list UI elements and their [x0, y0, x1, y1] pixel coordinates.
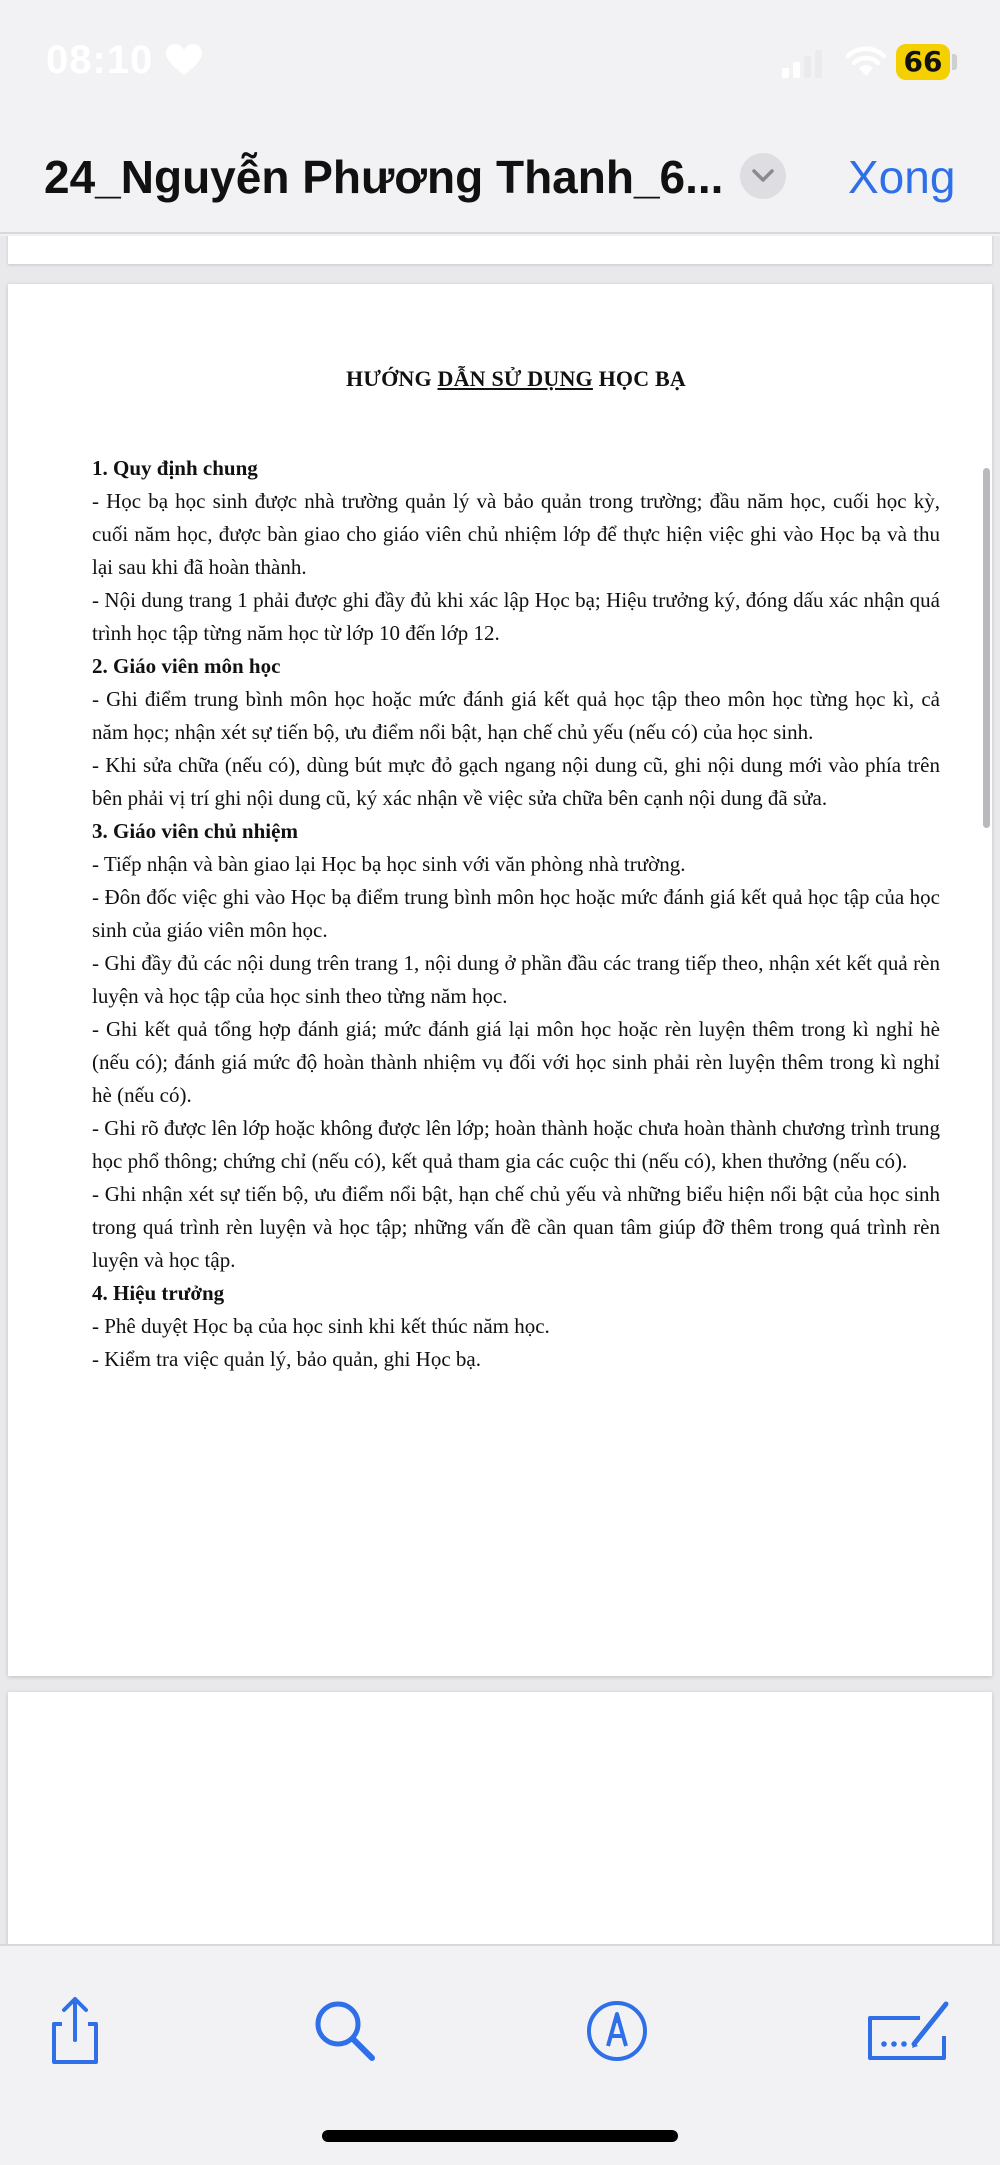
search-icon — [310, 1996, 380, 2066]
document-viewer[interactable] — [0, 236, 1000, 1944]
section-title: 2. Giáo viên môn học — [92, 654, 281, 678]
paragraph: - Ghi đầy đủ các nội dung trên trang 1, nội dung ở phần đầu các trang tiếp theo, nhận xét kết quả rèn luyện và học tập của học sinh theo từng năm học. — [92, 951, 940, 1008]
chevron-down-icon — [751, 166, 775, 186]
next-page — [8, 1692, 992, 1944]
paragraph: - Học bạ học sinh được nhà trường quản lý và bảo quản trong trường; đầu năm học, cuối học kỳ, cuối năm học, được bàn giao cho giáo viên chủ nhiệm lớp để thực hiện việc ghi vào Học bạ và thu lại sau khi đã hoàn thành. — [92, 489, 940, 579]
section-title: 3. Giáo viên chủ nhiệm — [92, 819, 298, 843]
paragraph: - Ghi điểm trung bình môn học hoặc mức đánh giá kết quả học tập theo môn học từng học kì, cả năm học; nhận xét sự tiến bộ, ưu điểm nổi bật, hạn chế chủ yếu (nếu có) của học sinh. — [92, 687, 940, 744]
signature-icon — [862, 1996, 952, 2066]
heading-part-1: HƯỚNG — [346, 366, 438, 391]
done-button[interactable]: Xong — [848, 151, 956, 203]
search-button[interactable] — [310, 1996, 380, 2066]
battery-tip — [952, 54, 957, 70]
nav-bar — [0, 120, 1000, 234]
paragraph: - Ghi nhận xét sự tiến bộ, ưu điểm nổi bật, hạn chế chủ yếu và những biểu hiện nổi bật của học sinh trong quá trình rèn luyện và học tập; những vấn đề cần quan tâm giúp đỡ thêm trong quá trình rèn luyện và học tập. — [92, 1182, 940, 1272]
status-time: 08:10 — [46, 38, 154, 82]
document-page — [8, 284, 992, 1676]
heart-icon — [166, 44, 202, 76]
heading-part-2: DẪN SỬ DỤNG — [437, 366, 593, 391]
signature-button[interactable] — [862, 1996, 952, 2066]
wifi-icon — [846, 46, 886, 78]
share-button[interactable] — [40, 1996, 110, 2066]
paragraph: - Tiếp nhận và bàn giao lại Học bạ học sinh với văn phòng nhà trường. — [92, 852, 686, 876]
paragraph: - Nội dung trang 1 phải được ghi đầy đủ khi xác lập Học bạ; Hiệu trưởng ký, đóng dấu xác nhận quá trình học tập từng năm học từ lớp 10 đến lớp 12. — [92, 588, 940, 645]
page-heading — [92, 366, 940, 392]
section-homeroom-teacher — [92, 815, 940, 1277]
status-bar — [0, 0, 1000, 120]
section-subject-teacher — [92, 650, 940, 815]
heading-part-3: HỌC BẠ — [592, 366, 686, 391]
paragraph: - Khi sửa chữa (nếu có), dùng bút mực đỏ gạch ngang nội dung cũ, ghi nội dung mới vào phía trên bên phải vị trí ghi nội dung cũ, ký xác nhận về việc sửa chữa bên cạnh nội dung đã sửa. — [92, 753, 940, 810]
scrollbar[interactable] — [983, 468, 990, 828]
paragraph: - Kiểm tra việc quản lý, bảo quản, ghi Học bạ. — [92, 1347, 481, 1371]
title-menu-button[interactable] — [740, 153, 786, 199]
section-title: 4. Hiệu trưởng — [92, 1281, 225, 1305]
paragraph: - Phê duyệt Học bạ của học sinh khi kết thúc năm học. — [92, 1314, 550, 1338]
signal-icon — [782, 50, 826, 78]
battery-level: 66 — [903, 45, 943, 78]
section-title: 1. Quy định chung — [92, 456, 258, 480]
document-title: 24_Nguyễn Phương Thanh_6... — [44, 151, 724, 203]
markup-button[interactable] — [582, 1996, 652, 2066]
paragraph: - Đôn đốc việc ghi vào Học bạ điểm trung bình môn học hoặc mức đánh giá kết quả học tập của học sinh của giáo viên môn học. — [92, 885, 940, 942]
page-content — [92, 366, 940, 1376]
section-general — [92, 452, 940, 650]
previous-page — [8, 236, 992, 264]
battery-icon — [896, 44, 950, 80]
share-icon — [40, 1996, 110, 2066]
section-principal — [92, 1277, 940, 1376]
home-indicator[interactable] — [322, 2130, 678, 2142]
paragraph: - Ghi rõ được lên lớp hoặc không được lên lớp; hoàn thành hoặc chưa hoàn thành chương trình trung học phổ thông; chứng chỉ (nếu có), kết quả tham gia các cuộc thi (nếu có), khen thưởng (nếu có). — [92, 1116, 940, 1173]
markup-icon — [582, 1996, 652, 2066]
paragraph: - Ghi kết quả tổng hợp đánh giá; mức đánh giá lại môn học hoặc rèn luyện thêm trong kì nghỉ hè (nếu có); đánh giá mức độ hoàn thành nhiệm vụ đối với học sinh phải rèn luyện thêm trong kì nghỉ hè (nếu có). — [92, 1017, 940, 1107]
